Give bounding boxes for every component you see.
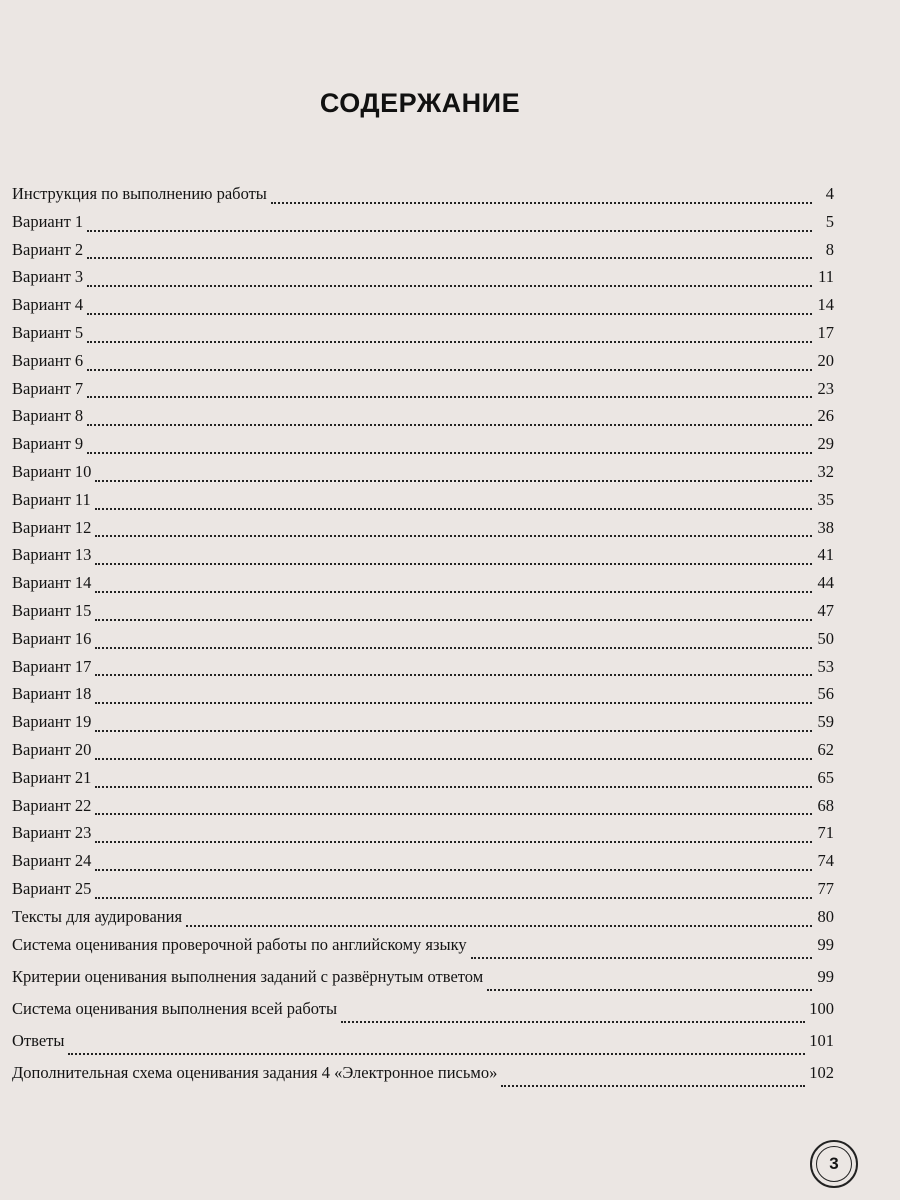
toc-leader-dots <box>95 674 812 676</box>
toc-leader-dots <box>95 758 812 760</box>
toc-entry <box>12 768 834 796</box>
toc-leader-dots <box>87 396 812 398</box>
toc-entry <box>12 240 834 268</box>
toc-entry-label: Вариант 7 <box>12 378 84 398</box>
toc-entry <box>12 712 834 740</box>
toc-leader-dots <box>87 424 812 426</box>
toc-entry-label: Вариант 4 <box>12 295 84 315</box>
toc-entry <box>12 1031 834 1063</box>
toc-leader-dots <box>95 786 812 788</box>
toc-entry-label: Вариант 22 <box>12 795 92 815</box>
toc-entry-page: 62 <box>817 739 834 759</box>
toc-entry-label: Вариант 25 <box>12 878 92 898</box>
toc-entry-label: Вариант 8 <box>12 406 84 426</box>
toc-leader-dots <box>95 897 812 899</box>
toc-leader-dots <box>95 813 812 815</box>
toc-entry-label: Вариант 12 <box>12 517 92 537</box>
toc-entry <box>12 490 834 518</box>
toc-entry <box>12 1063 834 1095</box>
toc-leader-dots <box>87 369 812 371</box>
toc-entry-label: Вариант 3 <box>12 267 84 287</box>
toc-entry-page: 32 <box>817 461 834 481</box>
page-number-badge <box>810 1140 858 1188</box>
toc-entry-page: 50 <box>817 628 834 648</box>
toc-entry-label: Ответы <box>12 1030 65 1050</box>
toc-entry-label: Вариант 10 <box>12 461 92 481</box>
toc-entry-page: 47 <box>817 600 834 620</box>
toc-entry <box>12 851 834 879</box>
toc-entry-page: 99 <box>817 966 834 986</box>
toc-leader-dots <box>68 1053 805 1055</box>
toc-entry <box>12 657 834 685</box>
toc-entry-page: 68 <box>817 795 834 815</box>
toc-entry-label: Дополнительная схема оценивания задания 4 «Электронное письмо» <box>12 1062 498 1082</box>
toc-entry-label: Вариант 19 <box>12 712 92 732</box>
toc-entry-label: Система оценивания выполнения всей работы <box>12 998 338 1018</box>
toc-entry <box>12 323 834 351</box>
toc-leader-dots <box>501 1085 805 1087</box>
toc-entry <box>12 545 834 573</box>
toc-leader-dots <box>87 341 812 343</box>
toc-entry-page: 23 <box>817 378 834 398</box>
toc-leader-dots <box>95 647 812 649</box>
table-of-contents <box>12 184 834 1095</box>
toc-entry-label: Вариант 2 <box>12 239 84 259</box>
toc-leader-dots <box>95 841 812 843</box>
toc-entry-page: 8 <box>825 239 834 259</box>
toc-entry-page: 102 <box>809 1062 834 1082</box>
toc-entry-label: Вариант 15 <box>12 600 92 620</box>
toc-entry-page: 17 <box>817 322 834 342</box>
toc-entry-page: 20 <box>817 350 834 370</box>
toc-entry <box>12 601 834 629</box>
toc-entry-label: Вариант 9 <box>12 434 84 454</box>
toc-entry-page: 56 <box>817 684 834 704</box>
toc-entry-page: 100 <box>809 998 834 1018</box>
toc-leader-dots <box>87 257 812 259</box>
toc-entry-page: 14 <box>817 295 834 315</box>
toc-entry-page: 38 <box>817 517 834 537</box>
toc-entry-page: 11 <box>818 267 834 287</box>
toc-entry-label: Вариант 18 <box>12 684 92 704</box>
toc-entry <box>12 379 834 407</box>
toc-entry-label: Вариант 16 <box>12 628 92 648</box>
toc-leader-dots <box>95 535 812 537</box>
toc-entry-page: 44 <box>817 573 834 593</box>
toc-entry <box>12 823 834 851</box>
toc-entry-label: Система оценивания проверочной работы по английскому языку <box>12 934 467 954</box>
toc-entry <box>12 212 834 240</box>
toc-leader-dots <box>186 925 812 927</box>
toc-entry-page: 71 <box>817 823 834 843</box>
toc-leader-dots <box>95 869 812 871</box>
toc-leader-dots <box>95 702 812 704</box>
toc-entry <box>12 406 834 434</box>
toc-entry-page: 53 <box>817 656 834 676</box>
toc-entry-page: 77 <box>817 878 834 898</box>
toc-entry <box>12 295 834 323</box>
toc-entry-page: 35 <box>817 489 834 509</box>
toc-entry-label: Вариант 24 <box>12 851 92 871</box>
toc-entry-page: 74 <box>817 851 834 871</box>
toc-entry-label: Критерии оценивания выполнения заданий с развёрнутым ответом <box>12 966 484 986</box>
toc-leader-dots <box>95 508 812 510</box>
toc-leader-dots <box>271 202 812 204</box>
toc-entry-label: Вариант 17 <box>12 656 92 676</box>
toc-leader-dots <box>95 619 812 621</box>
toc-entry <box>12 462 834 490</box>
toc-entry-label: Вариант 14 <box>12 573 92 593</box>
toc-entry <box>12 351 834 379</box>
toc-leader-dots <box>95 591 812 593</box>
toc-entry <box>12 999 834 1031</box>
toc-entry-page: 101 <box>809 1030 834 1050</box>
toc-entry-page: 80 <box>817 906 834 926</box>
toc-entry-page: 59 <box>817 712 834 732</box>
toc-entry <box>12 935 834 967</box>
toc-entry <box>12 629 834 657</box>
toc-entry <box>12 518 834 546</box>
toc-entry-page: 5 <box>825 211 834 231</box>
toc-entry-label: Вариант 6 <box>12 350 84 370</box>
toc-leader-dots <box>341 1021 805 1023</box>
toc-entry <box>12 267 834 295</box>
toc-entry <box>12 573 834 601</box>
toc-entry <box>12 967 834 999</box>
toc-entry-label: Инструкция по выполнению работы <box>12 184 267 203</box>
toc-entry-page: 4 <box>825 184 834 203</box>
toc-entry <box>12 184 834 212</box>
toc-leader-dots <box>87 313 812 315</box>
toc-leader-dots <box>471 957 812 959</box>
toc-entry-label: Вариант 1 <box>12 211 84 231</box>
toc-entry <box>12 740 834 768</box>
toc-entry-label: Вариант 13 <box>12 545 92 565</box>
toc-leader-dots <box>87 230 812 232</box>
toc-entry <box>12 434 834 462</box>
page-number: 3 <box>816 1146 852 1182</box>
toc-entry-label: Вариант 5 <box>12 322 84 342</box>
toc-entry-label: Тексты для аудирования <box>12 906 183 926</box>
toc-entry-page: 99 <box>817 934 834 954</box>
toc-leader-dots <box>95 563 812 565</box>
toc-leader-dots <box>87 285 812 287</box>
page-title: СОДЕРЖАНИЕ <box>319 88 521 118</box>
toc-leader-dots <box>487 989 812 991</box>
toc-entry-page: 41 <box>817 545 834 565</box>
toc-entry <box>12 907 834 935</box>
toc-entry-label: Вариант 21 <box>12 767 92 787</box>
toc-entry <box>12 684 834 712</box>
toc-leader-dots <box>87 452 812 454</box>
toc-entry <box>12 879 834 907</box>
toc-entry-label: Вариант 20 <box>12 739 92 759</box>
toc-leader-dots <box>95 480 812 482</box>
toc-entry-label: Вариант 23 <box>12 823 92 843</box>
toc-entry-page: 26 <box>817 406 834 426</box>
toc-entry <box>12 796 834 824</box>
toc-entry-label: Вариант 11 <box>12 489 91 509</box>
toc-leader-dots <box>95 730 812 732</box>
toc-entry-page: 65 <box>817 767 834 787</box>
toc-entry-page: 29 <box>817 434 834 454</box>
